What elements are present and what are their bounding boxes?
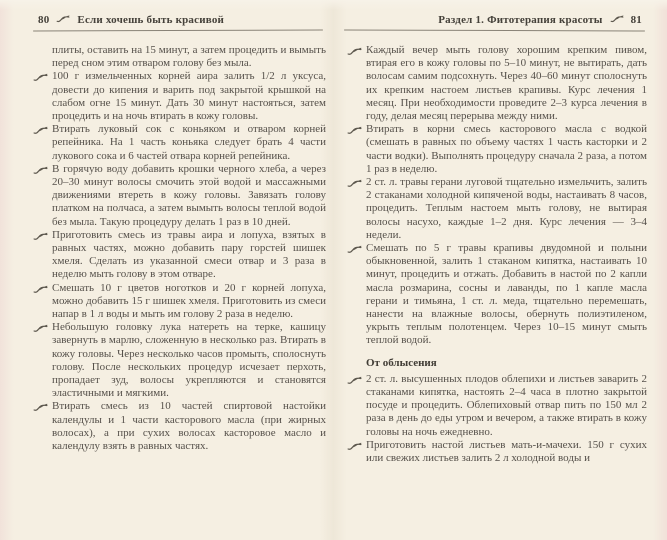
item-text: Втирать в корни смесь касторового масла с водкой (смешать в равных по объему частях 1 часть касторки и 2 части водки). Выполнять процедуру сначала 2 раза, а потом 1 раз в неделю. — [366, 123, 647, 175]
subheading-baldness: От облысения — [366, 356, 437, 369]
item-text: Приготовить настой листьев мать-и-мачехи. 150 г сухих или свежих листьев залить 2 л холодной воды и — [366, 438, 647, 465]
left-header-title: Если хочешь быть красивой — [77, 14, 225, 26]
fleuron-bullet-icon — [347, 375, 362, 385]
fleuron-bullet-icon — [33, 72, 48, 82]
left-page-body — [52, 44, 326, 453]
item-text: Приготовить смесь из травы аира и лопуха, взятых в равных частях, можно добавить пару горстей шишек хмеля. Сделать из указанной смеси отвар и 3 раза в неделю мыть голову в этом отваре. — [52, 228, 326, 281]
fleuron-bullet-icon — [347, 46, 362, 56]
right-page-header — [438, 14, 642, 28]
right-header-rule — [344, 29, 645, 31]
item-text: 100 г измельченных корней аира залить 1/2 л уксуса, довести до кипения и варить под закрытой крышкой на слабом огне 15 минут. Дать 30 минут настояться, затем процедить и на ночь втирать в кожу головы. — [52, 70, 326, 123]
item-text: 2 ст. л. травы герани луговой тщательно измельчить, залить 2 стаканами холодной кипяченой воды, настаивать 8 часов, процедить. Теплым настоем мыть голову, не вытирая волосы насухо, каждые 1–2 дня. Курс лечения — 3–4 недели. — [366, 176, 647, 241]
recipe-item — [52, 44, 326, 70]
recipe-item — [52, 400, 326, 453]
left-page-number: 80 — [38, 14, 50, 26]
right-page-body — [366, 44, 647, 465]
recipe-item — [366, 176, 647, 242]
fleuron-bullet-icon — [347, 441, 362, 451]
recipe-item — [52, 282, 326, 322]
fleuron-bullet-icon — [347, 178, 362, 188]
item-text: Каждый вечер мыть голову хорошим крепким пивом, втирая его в кожу головы по 5–10 минут, не вытирать, дать волосам самим подсохнуть. Через 40–60 минут сполоснуть их крепким настоем листьев крапивы. Курс лечения 1 месяц. При необходимости проведите 2–3 курса лечения в году, делая месяц перерыва между ними. — [366, 44, 647, 123]
fleuron-bullet-icon — [33, 231, 48, 241]
fleuron-bullet-icon — [33, 165, 48, 175]
fleuron-icon — [610, 14, 624, 23]
item-text: В горячую воду добавить крошки черного хлеба, а через 20–30 минут волосы смочить этой водой и массажными движениями втереть в кожу головы. Завязать голову платком на полчаса, а затем вымыть волосы теплой водой без мыла. Такую процедуру делать 1 раз в 10 дней. — [52, 162, 326, 228]
right-page-number: 81 — [630, 14, 642, 26]
recipe-item — [52, 163, 326, 229]
recipe-item — [366, 44, 647, 123]
fleuron-bullet-icon — [33, 284, 48, 294]
item-text: Смешать по 5 г травы крапивы двудомной и полыни обыкновенной, залить 1 стаканом кипятка, настаивать 10 минут, процедить и отжать. Добавить в настой по 2 капли масла розмарина, сосны и лаванды, по 1 капле масла герани и тимьяна, 1 ст. л. меда, тщательно перемешать, нанести на влажные волосы, обернуть полиэтиленом, укрыть теплым полотенцем. Через 10–15 минут смыть теплой водой. — [366, 242, 647, 347]
recipe-item — [52, 123, 326, 163]
fleuron-bullet-icon — [33, 125, 48, 135]
item-text: плиты, оставить на 15 минут, а затем процедить и вымыть перед сном этим отваром голову без мыла. — [52, 44, 326, 70]
fleuron-bullet-icon — [33, 323, 48, 333]
item-text: Небольшую головку лука натереть на терке, кашицу завернуть в марлю, сложенную в несколько раз. Втирать в кожу головы. Через несколько часов промыть, сполоснуть голову. После нескольких процедур исчезает перхоть, пропадает зуд, волосы укрепляются и становятся эластичными и мягкими. — [52, 321, 326, 400]
recipe-item — [52, 70, 326, 123]
recipe-item — [366, 123, 647, 176]
recipe-item — [366, 439, 647, 465]
item-text: Смешать 10 г цветов ноготков и 20 г корней лопуха, можно добавить 15 г шишек хмеля. Приготовить из смеси напар в 1 л воды и мыть им голову 2 раза в неделю. — [52, 281, 326, 321]
recipe-item — [366, 242, 647, 348]
left-page-header — [38, 14, 224, 28]
fleuron-bullet-icon — [347, 125, 362, 135]
fleuron-bullet-icon — [33, 402, 48, 412]
item-text: Втирать луковый сок с коньяком и отваром корней репейника. На 1 часть коньяка следует брать 4 части лукового сока и 6 частей отвара корней репейника. — [52, 123, 326, 162]
item-text: Втирать смесь из 10 частей спиртовой настойки календулы и 1 части касторового масла (при жирных волосах), а при сухих волосах касторовое масло и календулу взять в равных частях. — [52, 400, 326, 453]
left-header-rule — [33, 29, 323, 31]
item-text: 2 ст. л. высушенных плодов облепихи и листьев заварить 2 стаканами кипятка, настоять 2–4 часа в плотно закрытой посуде и процедить. Облепиховый отвар пить по 150 мл 2 раза в день до еды утром и вечером, а также втирать в кожу головы на ночь ежедневно. — [366, 372, 647, 438]
right-header-title: Раздел 1. Фитотерапия красоты — [438, 14, 603, 26]
fleuron-icon — [56, 14, 70, 23]
recipe-item — [366, 373, 647, 439]
recipe-item — [52, 229, 326, 282]
recipe-item — [52, 321, 326, 400]
fleuron-bullet-icon — [347, 244, 362, 254]
